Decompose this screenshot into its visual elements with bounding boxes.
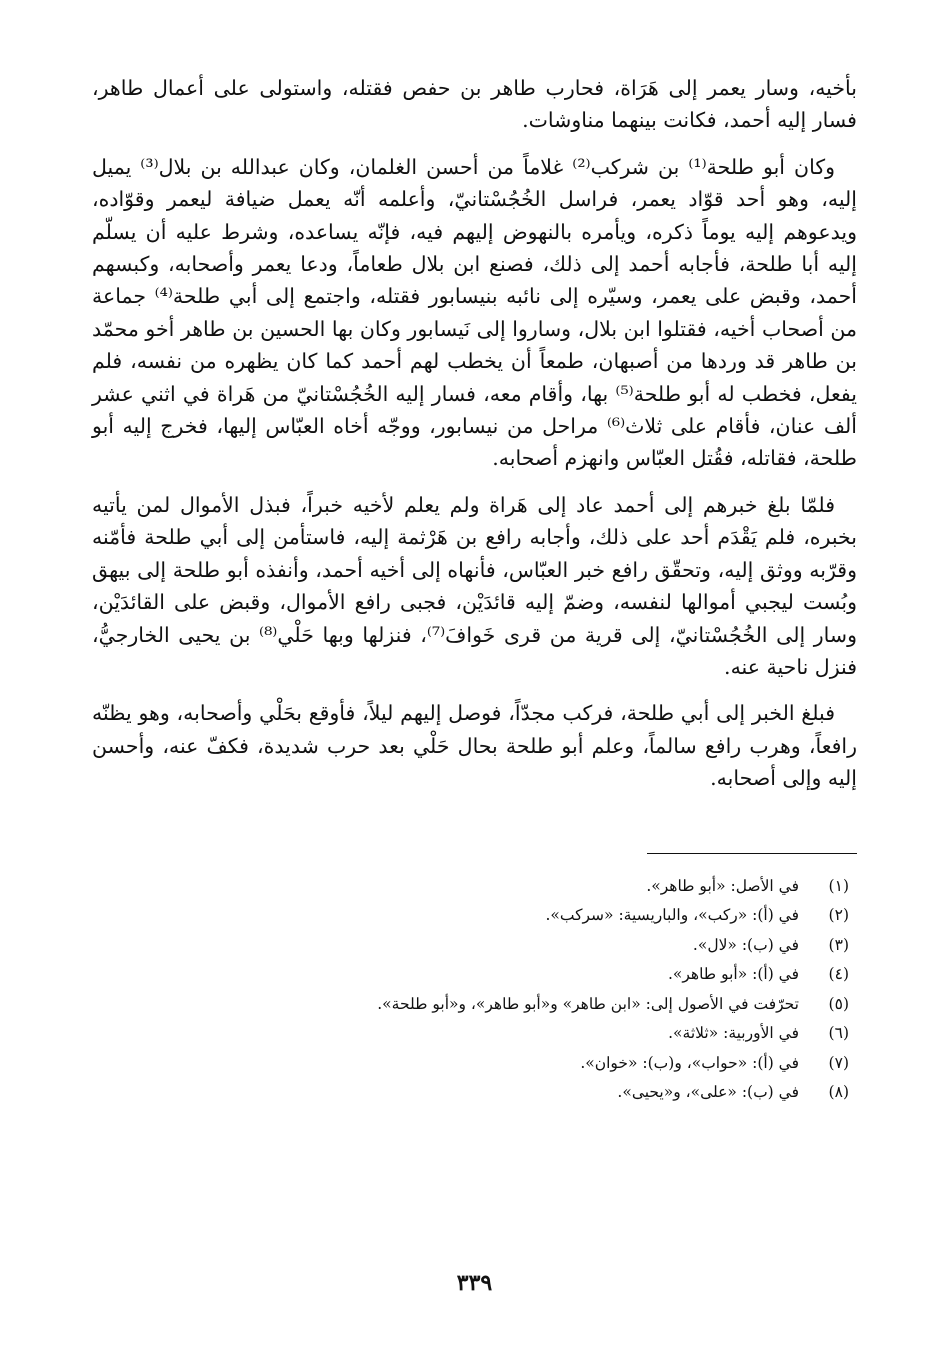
footnote-number: (٥) (828, 994, 849, 1013)
footnotes (92, 872, 857, 1108)
footnote-text: في (ب): «لال». (692, 935, 799, 954)
main-text (92, 72, 857, 795)
footnote-text: في (أ): «أبو طاهر». (667, 965, 799, 984)
footnote-5 (92, 990, 857, 1020)
footnote-3 (92, 931, 857, 961)
footnote-8 (92, 1078, 857, 1108)
footnote-number: (٢) (828, 906, 849, 925)
paragraph-3: فلمّا بلغ خبرهم إلى أحمد عاد إلى هَراة ولم يعلم لأخيه خبراً، فبذل الأموال لمن يأتيه بخبره، فلم يَقْدَم أحد على ذلك، وأجابه رافع بن هَرْثمة إليه، فاستأمن إلى أبي طلحة فأمّنه وقرّبه ووثق إليه، وتحقّق رافع خبر العبّاس، فأنهاه إلى أخيه أحمد، وأنفذه أبو طلحة إلى بيهق وبُست ليجبي أموالها لنفسه، وضمّ إليه قائدَيْن، فجبى رافع الأموال، وقبض على القائدَيْن، وسار إلى الخُجُسْتانيّ، إلى قرية من قرى خَوافَ⁽⁷⁾، فنزلها وبها حَلْي⁽⁸⁾ بن يحيى الخارجيُّ، فنزل ناحية عنه. (92, 492, 857, 679)
footnote-text: في (أ): «حواب»، و(ب): «خوان». (580, 1053, 799, 1072)
page-number: ٣٣٩ (456, 1270, 493, 1296)
footnote-separator (647, 853, 857, 854)
footnote-number: (٤) (828, 965, 849, 984)
footnote-text: في الأوربية: «ثلاثة». (668, 1024, 799, 1043)
paragraph-4: فبلغ الخبر إلى أبي طلحة، فركب مجدّاً، فوصل إليهم ليلاً، فأوقع بحَلْي وأصحابه، وهو يظنّه رافعاً، وهرب رافع سالماً، وعلم أبو طلحة بحال حَلْي بعد حرب شديدة، فكفّ عنه، وأحسن إليه وإلى أصحابه. (92, 701, 857, 791)
footnote-number: (٧) (828, 1053, 849, 1072)
footnote-4 (92, 960, 857, 990)
footnote-number: (٨) (828, 1083, 849, 1102)
footnote-number: (١) (828, 876, 849, 895)
footnote-text: في (ب): «على»، و«يحيى». (617, 1083, 799, 1102)
footnote-text: في (أ): «ركب»، والباريسية: «سركب». (545, 906, 799, 925)
footnote-text: تحرّفت في الأصول إلى: «ابن طاهر» و«أبو طاهر»، و«أبو طلحة». (377, 994, 799, 1013)
footnote-2 (92, 901, 857, 931)
footnote-7 (92, 1049, 857, 1079)
paragraph-1: بأخيه، وسار يعمر إلى هَرَاة، فحارب طاهر بن حفص فقتله، واستولى على أعمال طاهر، فسار إليه أحمد، فكانت بينهما مناوشات. (92, 76, 857, 133)
footnote-6 (92, 1019, 857, 1049)
footnote-number: (٦) (828, 1024, 849, 1043)
footnote-text: في الأصل: «أبو طاهر». (646, 876, 799, 895)
footnote-1 (92, 872, 857, 902)
footnote-number: (٣) (828, 935, 849, 954)
paragraph-2: وكان أبو طلحة⁽¹⁾ بن شركب⁽²⁾ غلاماً من أحسن الغلمان، وكان عبدالله بن بلال⁽³⁾ يميل إليه، وهو أحد قوّاد يعمر، فراسل الخُجُسْتانيّ، وأعلمه أنّه يعمل ضيافة ليعمر وقوّاده، ويدعوهم إليه يوماً ذكره، ويأمره بالنهوض إليهم فيه، فإنّه يساعده، وشرط عليه أن يسلّم إليه أبا طلحة، فأجابه أحمد إلى ذلك، فصنع ابن بلال طعاماً، ودعا يعمر وأصحابه، وكبسهم أحمد، وقبض على يعمر، وسيّره إلى نائبه بنيسابور فقتله، واجتمع إلى أبي طلحة⁽⁴⁾ جماعة من أصحاب أخيه، فقتلوا ابن بلال، وساروا إلى نَيسابور وكان بها الحسين بن طاهر أخو محمّد بن طاهر قد وردها من أصبهان، طمعاً أن يخطب لهم أحمد كما كان يظهره من نفسه، فلم يفعل، فخطب له أبو طلحة⁽⁵⁾ بها، وأقام معه، فسار إليه الخُجُسْتانيّ من هَراة في اثني عشر ألف عنان، فأقام على ثلاث⁽⁶⁾ مراحل من نيسابور، ووجّه أخاه العبّاس إليها، فخرج إليه أبو طلحة، فقاتله، فقُتل العبّاس وانهزم أصحابه. (92, 154, 857, 471)
